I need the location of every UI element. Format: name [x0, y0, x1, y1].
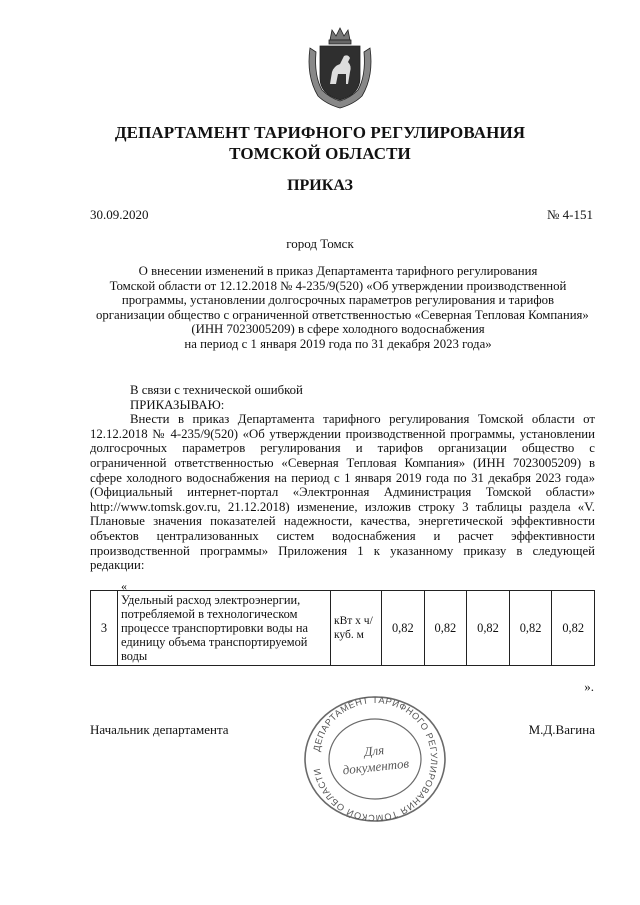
value-cell: 0,82: [382, 591, 425, 666]
table-row: [91, 591, 595, 666]
body-line: сфере холодного водоснабжения на период с 1 января 2019 года по 31 декабря 2023 года»: [90, 470, 595, 485]
document-body: [90, 383, 595, 573]
document-city: город Томск: [286, 236, 354, 251]
body-line: 12.12.2018 № 4-235/9(520) «Об утверждении производственной программы, установлении: [90, 426, 595, 441]
department-title: [0, 122, 640, 164]
subject-line: О внесении изменений в приказ Департамента тарифного регулирования: [138, 264, 538, 278]
body-line: редакции:: [90, 558, 145, 573]
subject-line: организации общество с ограниченной ответственностью «Северная Тепловая Компания»: [96, 307, 589, 322]
subject-line: Томской области от 12.12.2018 № 4-235/9(520) «Об утверждении производственной: [109, 278, 567, 293]
signer-title: Начальник департамента: [90, 722, 229, 737]
document-date: 30.09.2020: [90, 207, 149, 222]
coat-of-arms-icon: [304, 26, 376, 112]
row-number: 3: [91, 591, 118, 666]
order-word: ПРИКАЗЫВАЮ:: [130, 397, 225, 412]
value-cell: 0,82: [509, 591, 552, 666]
quote-open: «: [121, 579, 127, 593]
body-line: http://www.tomsk.gov.ru, 21.12.2018) изменение, изложив строку 3 таблицы раздела «V.: [90, 499, 595, 514]
signer-name: М.Д.Вагина: [528, 722, 595, 737]
stamp-center-line1: Для: [363, 742, 385, 760]
department-title-line1: ДЕПАРТАМЕНТ ТАРИФНОГО РЕГУЛИРОВАНИЯ: [114, 123, 526, 142]
document-type: ПРИКАЗ: [287, 177, 353, 194]
quote-close: ».: [584, 679, 594, 694]
body-line: производственной программы» Приложения 1 к указанному приказу в следующей: [90, 543, 595, 558]
body-line: Плановые значения показателей надежности, качества, энергетической эффективности: [90, 514, 595, 529]
unit-of-measure: кВт х ч/куб. м: [331, 591, 382, 666]
value-cell: 0,82: [552, 591, 595, 666]
indicator-name: Удельный расход электроэнергии, потребляемой в технологическом процессе транспортировки воды на единицу объема транспортируемой воды: [118, 591, 331, 666]
body-line: долгосрочных параметров регулирования и тарифов организации общество с: [90, 441, 595, 456]
stamp-center-line2: документов: [341, 755, 410, 778]
body-line: ограниченной ответственностью «Северная Тепловая Компания» (ИНН 7023005209) в: [90, 455, 595, 470]
subject-line: на период с 1 января 2019 года по 31 декабря 2023 года»: [184, 336, 492, 351]
body-line: Внести в приказ Департамента тарифного регулирования Томской области от: [130, 412, 595, 427]
department-title-line2: ТОМСКОЙ ОБЛАСТИ: [229, 144, 411, 163]
subject-line: (ИНН 7023005209) в сфере холодного водоснабжения: [191, 322, 485, 337]
document-number: № 4-151: [547, 207, 593, 222]
document-subject: [96, 264, 589, 352]
value-cell: 0,82: [424, 591, 467, 666]
body-line: объектов централизованных систем водоснабжения и расчет эффективности: [90, 528, 595, 543]
stamp-ring-text: ДЕПАРТАМЕНТ ТАРИФНОГО РЕГУЛИРОВАНИЯ ТОМСКОЙ ОБЛАСТИ: [311, 694, 440, 824]
value-cell: 0,82: [467, 591, 510, 666]
official-stamp: [300, 693, 450, 825]
reason-text: В связи с технической ошибкой: [130, 383, 303, 397]
subject-line: программы, установлении долгосрочных параметров регулирования и тарифов: [121, 293, 555, 308]
indicator-table: [90, 590, 595, 666]
body-line: (Официальный интернет-портал «Электронная Администрация Томской области»: [90, 485, 595, 500]
